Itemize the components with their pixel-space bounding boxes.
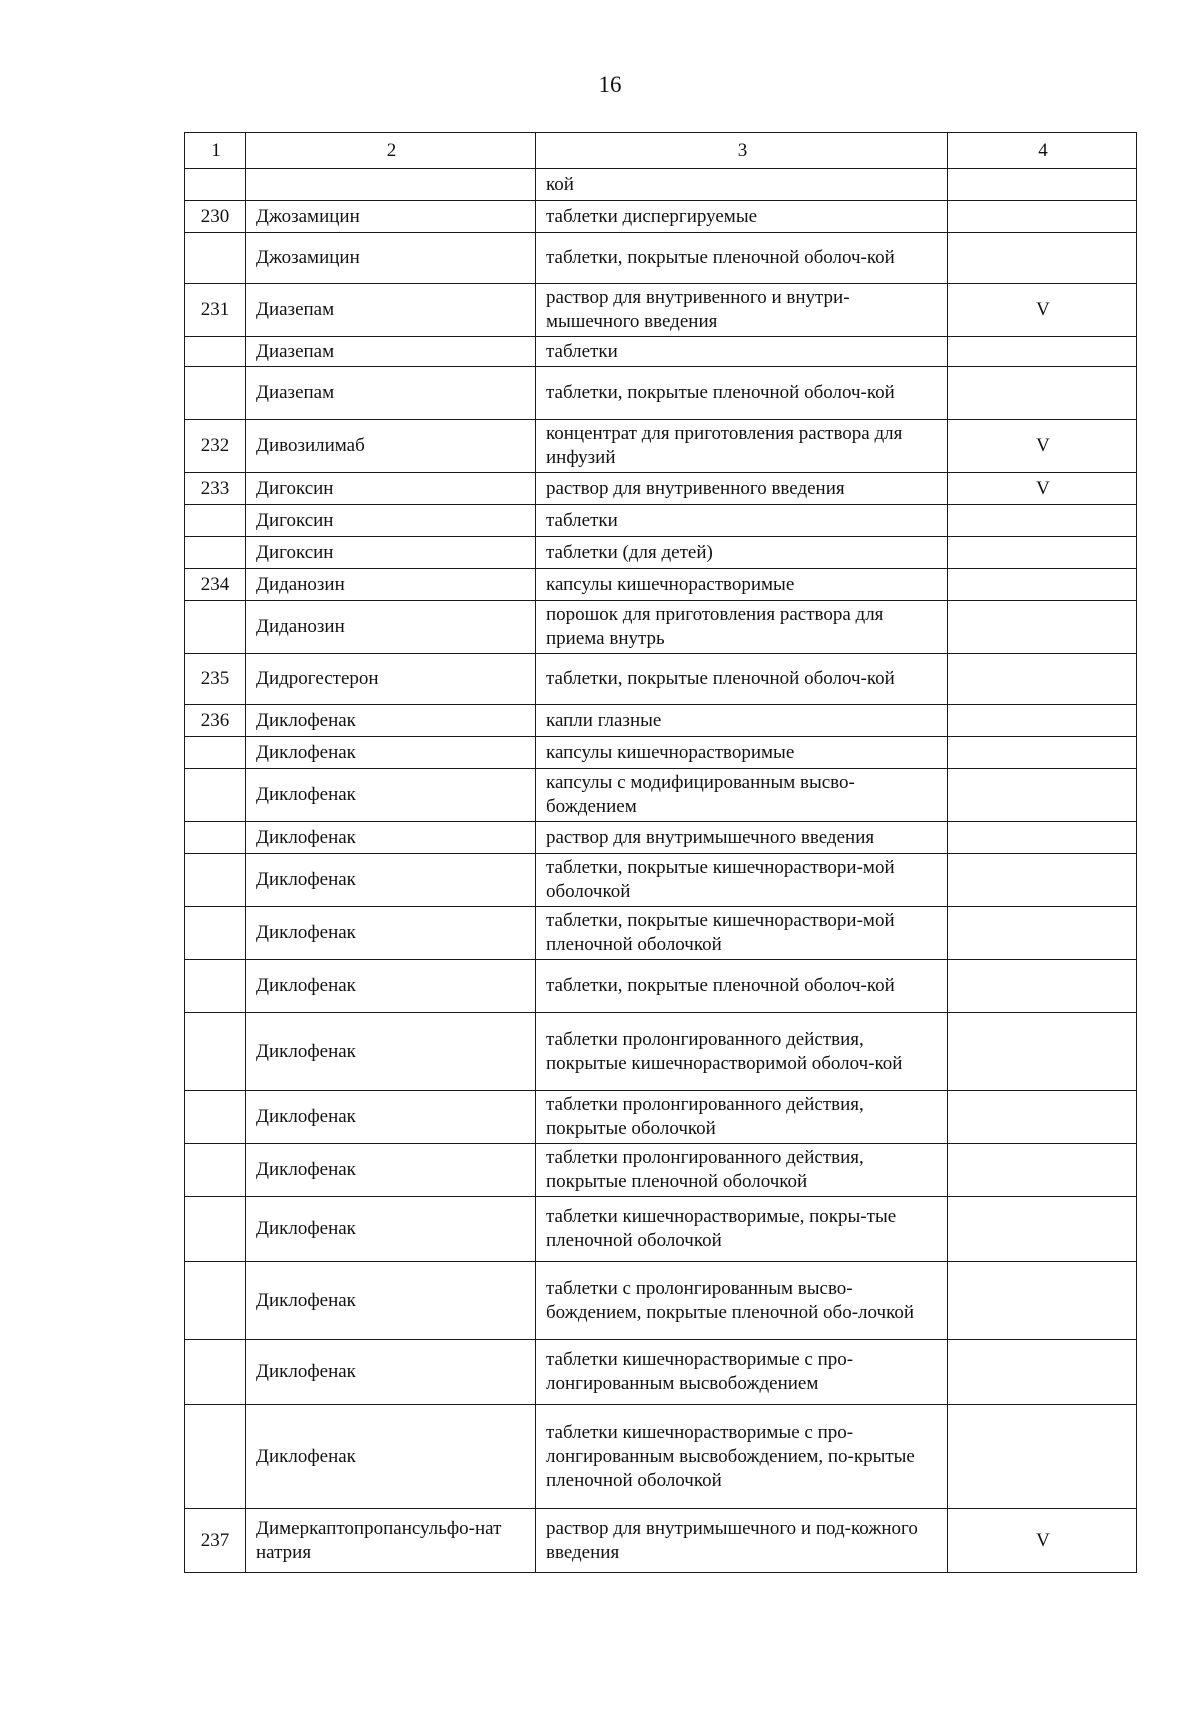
- mark-cell: [948, 569, 1137, 601]
- table-row: [185, 1091, 1137, 1144]
- dosage-form-cell: раствор для внутримышечного введения: [536, 822, 948, 854]
- dosage-form-cell: таблетки кишечнорастворимые, покры-тые пленочной оболочкой: [536, 1197, 948, 1262]
- table-row: [185, 654, 1137, 705]
- mark-cell: [948, 1340, 1137, 1405]
- drug-list-body: [185, 133, 1137, 1573]
- drug-name-cell: Диазепам: [246, 367, 536, 420]
- drug-name-cell: Дигоксин: [246, 505, 536, 537]
- row-number-cell: [185, 769, 246, 822]
- row-number-cell: [185, 1013, 246, 1091]
- drug-list-table-wrapper: [184, 132, 1136, 1573]
- mark-cell: [948, 233, 1137, 284]
- mark-cell: [948, 1262, 1137, 1340]
- drug-name-cell: [246, 169, 536, 201]
- dosage-form-cell: капсулы с модифицированным высво-бождением: [536, 769, 948, 822]
- dosage-form-cell: раствор для внутривенного введения: [536, 473, 948, 505]
- drug-name-cell: Диклофенак: [246, 822, 536, 854]
- dosage-form-cell: таблетки диспергируемые: [536, 201, 948, 233]
- dosage-form-cell: таблетки, покрытые кишечнораствори-мой пленочной оболочкой: [536, 907, 948, 960]
- table-row: [185, 1262, 1137, 1340]
- drug-name-cell: Диазепам: [246, 284, 536, 337]
- page-number: 16: [598, 72, 622, 97]
- drug-name-cell: Диклофенак: [246, 1405, 536, 1509]
- mark-cell: [948, 367, 1137, 420]
- row-number-cell: 237: [185, 1509, 246, 1573]
- header-cell-3: 3: [536, 133, 948, 169]
- mark-cell: [948, 1013, 1137, 1091]
- dosage-form-cell: таблетки пролонгированного действия, покрытые пленочной оболочкой: [536, 1144, 948, 1197]
- table-row: [185, 367, 1137, 420]
- row-number-cell: [185, 505, 246, 537]
- table-row: [185, 420, 1137, 473]
- table-row: [185, 1340, 1137, 1405]
- dosage-form-cell: таблетки кишечнорастворимые с про-лонгированным высвобождением: [536, 1340, 948, 1405]
- mark-cell: V: [948, 473, 1137, 505]
- table-row: [185, 1013, 1137, 1091]
- mark-cell: [948, 1091, 1137, 1144]
- drug-name-cell: Диклофенак: [246, 1013, 536, 1091]
- table-row: [185, 769, 1137, 822]
- mark-cell: [948, 960, 1137, 1013]
- table-row: [185, 822, 1137, 854]
- drug-name-cell: Диданозин: [246, 569, 536, 601]
- row-number-cell: [185, 907, 246, 960]
- drug-list-table: [184, 132, 1137, 1573]
- drug-name-cell: Диклофенак: [246, 1340, 536, 1405]
- drug-name-cell: Джозамицин: [246, 201, 536, 233]
- table-row: [185, 1144, 1137, 1197]
- table-row: [185, 1509, 1137, 1573]
- dosage-form-cell: таблетки, покрытые пленочной оболоч-кой: [536, 233, 948, 284]
- dosage-form-cell: таблетки пролонгированного действия, покрытые оболочкой: [536, 1091, 948, 1144]
- drug-name-cell: Диклофенак: [246, 907, 536, 960]
- mark-cell: [948, 654, 1137, 705]
- table-row: [185, 601, 1137, 654]
- drug-name-cell: Диданозин: [246, 601, 536, 654]
- dosage-form-cell: раствор для внутримышечного и под-кожного введения: [536, 1509, 948, 1573]
- header-cell-1: 1: [185, 133, 246, 169]
- table-row: [185, 854, 1137, 907]
- drug-name-cell: Диклофенак: [246, 854, 536, 907]
- mark-cell: [948, 737, 1137, 769]
- mark-cell: [948, 169, 1137, 201]
- header-cell-4: 4: [948, 133, 1137, 169]
- row-number-cell: 231: [185, 284, 246, 337]
- dosage-form-cell: порошок для приготовления раствора для приема внутрь: [536, 601, 948, 654]
- row-number-cell: [185, 822, 246, 854]
- dosage-form-cell: таблетки: [536, 505, 948, 537]
- mark-cell: [948, 769, 1137, 822]
- dosage-form-cell: таблетки, покрытые пленочной оболоч-кой: [536, 654, 948, 705]
- row-number-cell: [185, 233, 246, 284]
- drug-name-cell: Диклофенак: [246, 737, 536, 769]
- table-row: [185, 233, 1137, 284]
- drug-name-cell: Диклофенак: [246, 960, 536, 1013]
- header-cell-2: 2: [246, 133, 536, 169]
- dosage-form-cell: капли глазные: [536, 705, 948, 737]
- table-header-row: [185, 133, 1137, 169]
- drug-name-cell: Дигоксин: [246, 537, 536, 569]
- dosage-form-cell: таблетки (для детей): [536, 537, 948, 569]
- row-number-cell: [185, 1144, 246, 1197]
- row-number-cell: 233: [185, 473, 246, 505]
- row-number-cell: [185, 960, 246, 1013]
- drug-name-cell: Дивозилимаб: [246, 420, 536, 473]
- table-row: [185, 737, 1137, 769]
- row-number-cell: [185, 367, 246, 420]
- row-number-cell: 232: [185, 420, 246, 473]
- row-number-cell: [185, 337, 246, 367]
- table-row: [185, 473, 1137, 505]
- mark-cell: [948, 505, 1137, 537]
- drug-name-cell: Диклофенак: [246, 1262, 536, 1340]
- mark-cell: V: [948, 284, 1137, 337]
- row-number-cell: [185, 1262, 246, 1340]
- table-row: [185, 337, 1137, 367]
- table-row: [185, 537, 1137, 569]
- dosage-form-cell: таблетки с пролонгированным высво-бождением, покрытые пленочной обо-лочкой: [536, 1262, 948, 1340]
- dosage-form-cell: капсулы кишечнорастворимые: [536, 569, 948, 601]
- mark-cell: [948, 705, 1137, 737]
- row-number-cell: [185, 169, 246, 201]
- drug-name-cell: Джозамицин: [246, 233, 536, 284]
- table-row: [185, 705, 1137, 737]
- row-number-cell: [185, 1091, 246, 1144]
- row-number-cell: 230: [185, 201, 246, 233]
- table-row: [185, 907, 1137, 960]
- dosage-form-cell: капсулы кишечнорастворимые: [536, 737, 948, 769]
- dosage-form-cell: таблетки пролонгированного действия, покрытые кишечнорастворимой оболоч-кой: [536, 1013, 948, 1091]
- table-row: [185, 201, 1137, 233]
- row-number-cell: [185, 737, 246, 769]
- drug-name-cell: Диклофенак: [246, 1197, 536, 1262]
- drug-name-cell: Диазепам: [246, 337, 536, 367]
- row-number-cell: [185, 1340, 246, 1405]
- table-row: [185, 169, 1137, 201]
- table-row: [185, 1197, 1137, 1262]
- mark-cell: V: [948, 1509, 1137, 1573]
- row-number-cell: [185, 1405, 246, 1509]
- dosage-form-cell: таблетки, покрытые кишечнораствори-мой оболочкой: [536, 854, 948, 907]
- mark-cell: [948, 601, 1137, 654]
- row-number-cell: [185, 601, 246, 654]
- mark-cell: [948, 337, 1137, 367]
- row-number-cell: 236: [185, 705, 246, 737]
- mark-cell: [948, 1405, 1137, 1509]
- mark-cell: [948, 822, 1137, 854]
- table-row: [185, 505, 1137, 537]
- table-row: [185, 960, 1137, 1013]
- mark-cell: [948, 854, 1137, 907]
- mark-cell: [948, 1144, 1137, 1197]
- drug-name-cell: Диклофенак: [246, 1091, 536, 1144]
- table-row: [185, 284, 1137, 337]
- mark-cell: [948, 1197, 1137, 1262]
- drug-name-cell: Дигоксин: [246, 473, 536, 505]
- dosage-form-cell: таблетки кишечнорастворимые с про-лонгированным высвобождением, по-крытые пленочной оболочкой: [536, 1405, 948, 1509]
- dosage-form-cell: раствор для внутривенного и внутри-мышечного введения: [536, 284, 948, 337]
- row-number-cell: [185, 1197, 246, 1262]
- mark-cell: [948, 537, 1137, 569]
- row-number-cell: [185, 854, 246, 907]
- drug-name-cell: Дидрогестерон: [246, 654, 536, 705]
- drug-name-cell: Димеркаптопропансульфо-нат натрия: [246, 1509, 536, 1573]
- drug-name-cell: Диклофенак: [246, 769, 536, 822]
- mark-cell: V: [948, 420, 1137, 473]
- dosage-form-cell: таблетки, покрытые пленочной оболоч-кой: [536, 367, 948, 420]
- table-row: [185, 569, 1137, 601]
- dosage-form-cell: концентрат для приготовления раствора для инфузий: [536, 420, 948, 473]
- row-number-cell: 235: [185, 654, 246, 705]
- mark-cell: [948, 907, 1137, 960]
- dosage-form-cell: таблетки, покрытые пленочной оболоч-кой: [536, 960, 948, 1013]
- row-number-cell: [185, 537, 246, 569]
- mark-cell: [948, 201, 1137, 233]
- dosage-form-cell: кой: [536, 169, 948, 201]
- dosage-form-cell: таблетки: [536, 337, 948, 367]
- drug-name-cell: Диклофенак: [246, 1144, 536, 1197]
- row-number-cell: 234: [185, 569, 246, 601]
- table-row: [185, 1405, 1137, 1509]
- drug-name-cell: Диклофенак: [246, 705, 536, 737]
